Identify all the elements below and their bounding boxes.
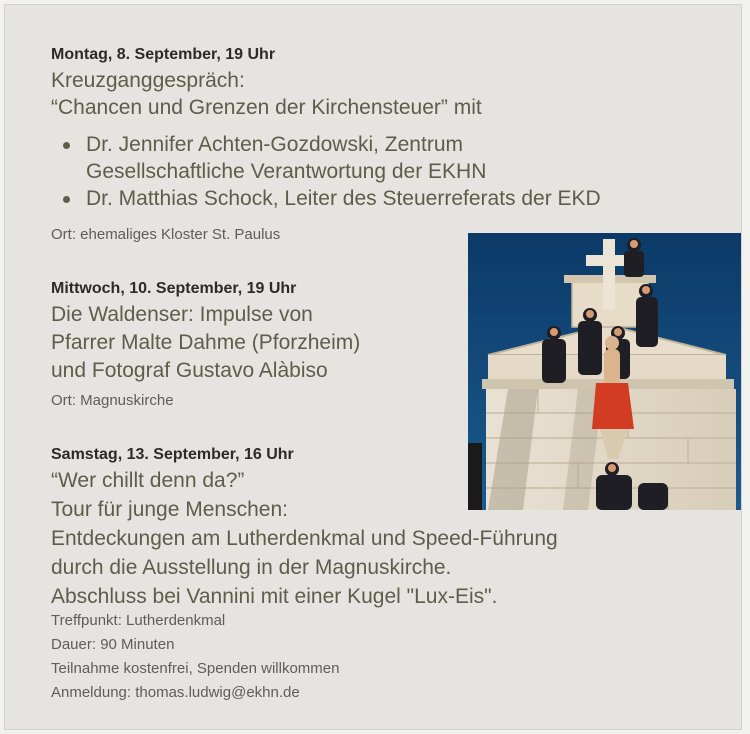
event-2-title-line-3: und Fotograf Gustavo Alàbiso xyxy=(51,359,328,382)
speaker-2-line-1: Dr. Matthias Schock, Leiter des Steuerreferats der EKD xyxy=(86,187,601,210)
event-2-date: Mittwoch, 10. September, 19 Uhr xyxy=(51,280,297,297)
event-3-title-line-2: Tour für junge Menschen: xyxy=(51,498,288,521)
procession-photo-illustration xyxy=(468,233,742,510)
speaker-item xyxy=(51,185,601,212)
event-3-cost: Teilnahme kostenfrei, Spenden willkommen xyxy=(51,660,340,677)
speaker-item xyxy=(51,131,601,185)
event-3-title-line-4: durch die Ausstellung in der Magnuskirche. xyxy=(51,556,452,579)
event-1-date: Montag, 8. September, 19 Uhr xyxy=(51,46,276,63)
event-3-title-line-1: “Wer chillt denn da?” xyxy=(51,469,245,492)
event-3-date: Samstag, 13. September, 16 Uhr xyxy=(51,446,294,463)
event-2-location: Ort: Magnuskirche xyxy=(51,392,174,409)
event-3-meeting-point: Treffpunkt: Lutherdenkmal xyxy=(51,612,226,629)
event-2-title-line-1: Die Waldenser: Impulse von xyxy=(51,303,313,326)
event-3-title-line-5: Abschluss bei Vannini mit einer Kugel "Lux-Eis". xyxy=(51,585,498,608)
event-flyer xyxy=(4,4,742,730)
procession-photo xyxy=(468,233,742,510)
speaker-1-line-1: Dr. Jennifer Achten-Gozdowski, Zentrum xyxy=(86,133,463,156)
event-3-duration: Dauer: 90 Minuten xyxy=(51,636,175,653)
event-3-title-line-3: Entdeckungen am Lutherdenkmal und Speed-Führung xyxy=(51,527,558,550)
event-1-location: Ort: ehemaliges Kloster St. Paulus xyxy=(51,226,281,243)
event-1-title-line-1: Kreuzganggespräch: xyxy=(51,69,245,92)
event-1-title-line-2: “Chancen und Grenzen der Kirchensteuer” mit xyxy=(51,96,482,119)
speaker-1-line-2: Gesellschaftliche Verantwortung der EKHN xyxy=(86,160,487,183)
event-1-speaker-list xyxy=(51,131,601,212)
event-3-registration: Anmeldung: thomas.ludwig@ekhn.de xyxy=(51,684,300,701)
event-2-title-line-2: Pfarrer Malte Dahme (Pforzheim) xyxy=(51,331,361,354)
